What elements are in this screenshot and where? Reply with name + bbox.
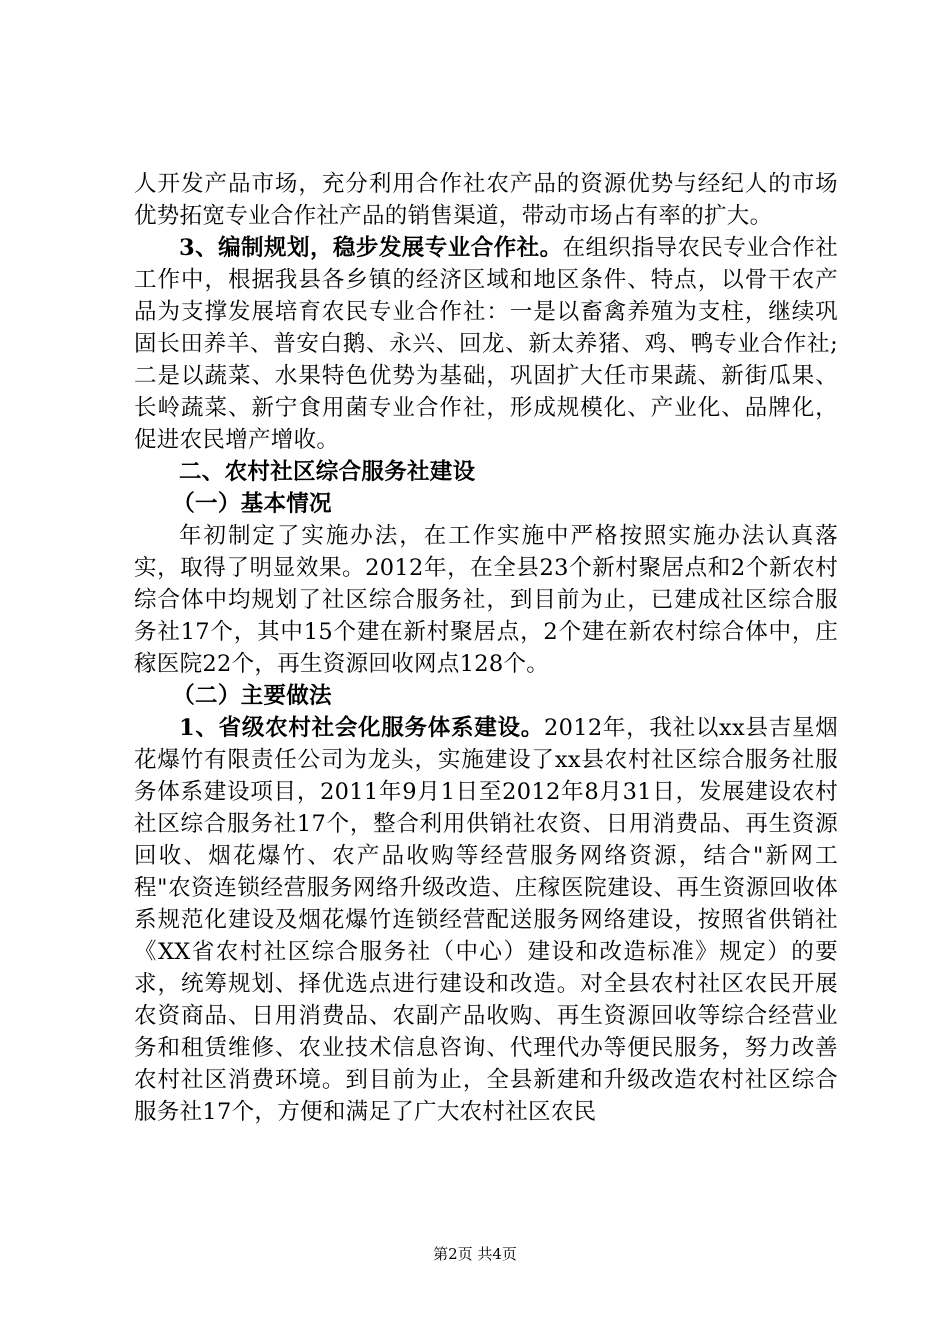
- paragraph-plan: [134, 232, 838, 456]
- paragraph-provincial: [134, 712, 838, 1128]
- paragraph-body: 2012年，我社以xx县吉星烟花爆竹有限责任公司为龙头，实施建设了xx县农村社区综合服务社服务体系建设项目，2011年9月1日至2012年8月31日，发展建设农村社区综合服务社17个，整合利用供销社农资、日用消费品、再生资源回收、烟花爆竹、农产品收购等经营服务网络资源，结合"新网工程"农资连锁经营服务网络升级改造、庄稼医院建设、再生资源回收体系规范化建设及烟花爆竹连锁经营配送服务网络建设，按照省供销社《XX省农村社区综合服务社（中心）建设和改造标准》规定）的要求，统筹规划、择优选点进行建设和改造。对全县农村社区农民开展农资商品、日用消费品、农副产品收购、再生资源回收等综合经营业务和租赁维修、农业技术信息咨询、代理代办等便民服务，努力改善农村社区消费环境。到目前为止，全县新建和升级改造农村社区综合服务社17个，方便和满足了广大农村社区农民: [134, 715, 838, 1125]
- page-number-footer: 第2页 共4页: [433, 1245, 517, 1263]
- paragraph-basic-situation: 年初制定了实施办法，在工作实施中严格按照实施办法认真落实，取得了明显效果。2012年，在全县23个新村聚居点和2个新农村综合体中均规划了社区综合服务社，到目前为止，已建成社区综合服务社17个，其中15个建在新村聚居点，2个建在新农村综合体中，庄稼医院22个，再生资源回收网点128个。: [134, 523, 838, 677]
- paragraph-continued: 人开发产品市场，充分利用合作社农产品的资源优势与经纪人的市场优势拓宽专业合作社产品的销售渠道，带动市场占有率的扩大。: [134, 171, 838, 229]
- paragraph-lead-bold: 1、省级农村社会化服务体系建设。: [179, 715, 544, 741]
- subsection-heading-methods: （二）主要做法: [172, 683, 332, 709]
- paragraph-lead-bold: 3、编制规划，稳步发展专业合作社。: [179, 235, 563, 261]
- paragraph-body: 在组织指导农民专业合作社工作中，根据我县各乡镇的经济区域和地区条件、特点，以骨干农产品为支撑发展培育农民专业合作社：一是以畜禽养殖为支柱，继续巩固长田养羊、普安白鹅、永兴、回龙、新太养猪、鸡、鸭专业合作社;二是以蔬菜、水果特色优势为基础，巩固扩大任市果蔬、新街瓜果、长岭蔬菜、新宁食用菌专业合作社，形成规模化、产业化、品牌化，促进农民增产增收。: [134, 235, 838, 453]
- subsection-heading-basic: （一）基本情况: [172, 491, 332, 517]
- section-heading: 二、农村社区综合服务社建设: [179, 459, 476, 485]
- document-body: [134, 168, 838, 1128]
